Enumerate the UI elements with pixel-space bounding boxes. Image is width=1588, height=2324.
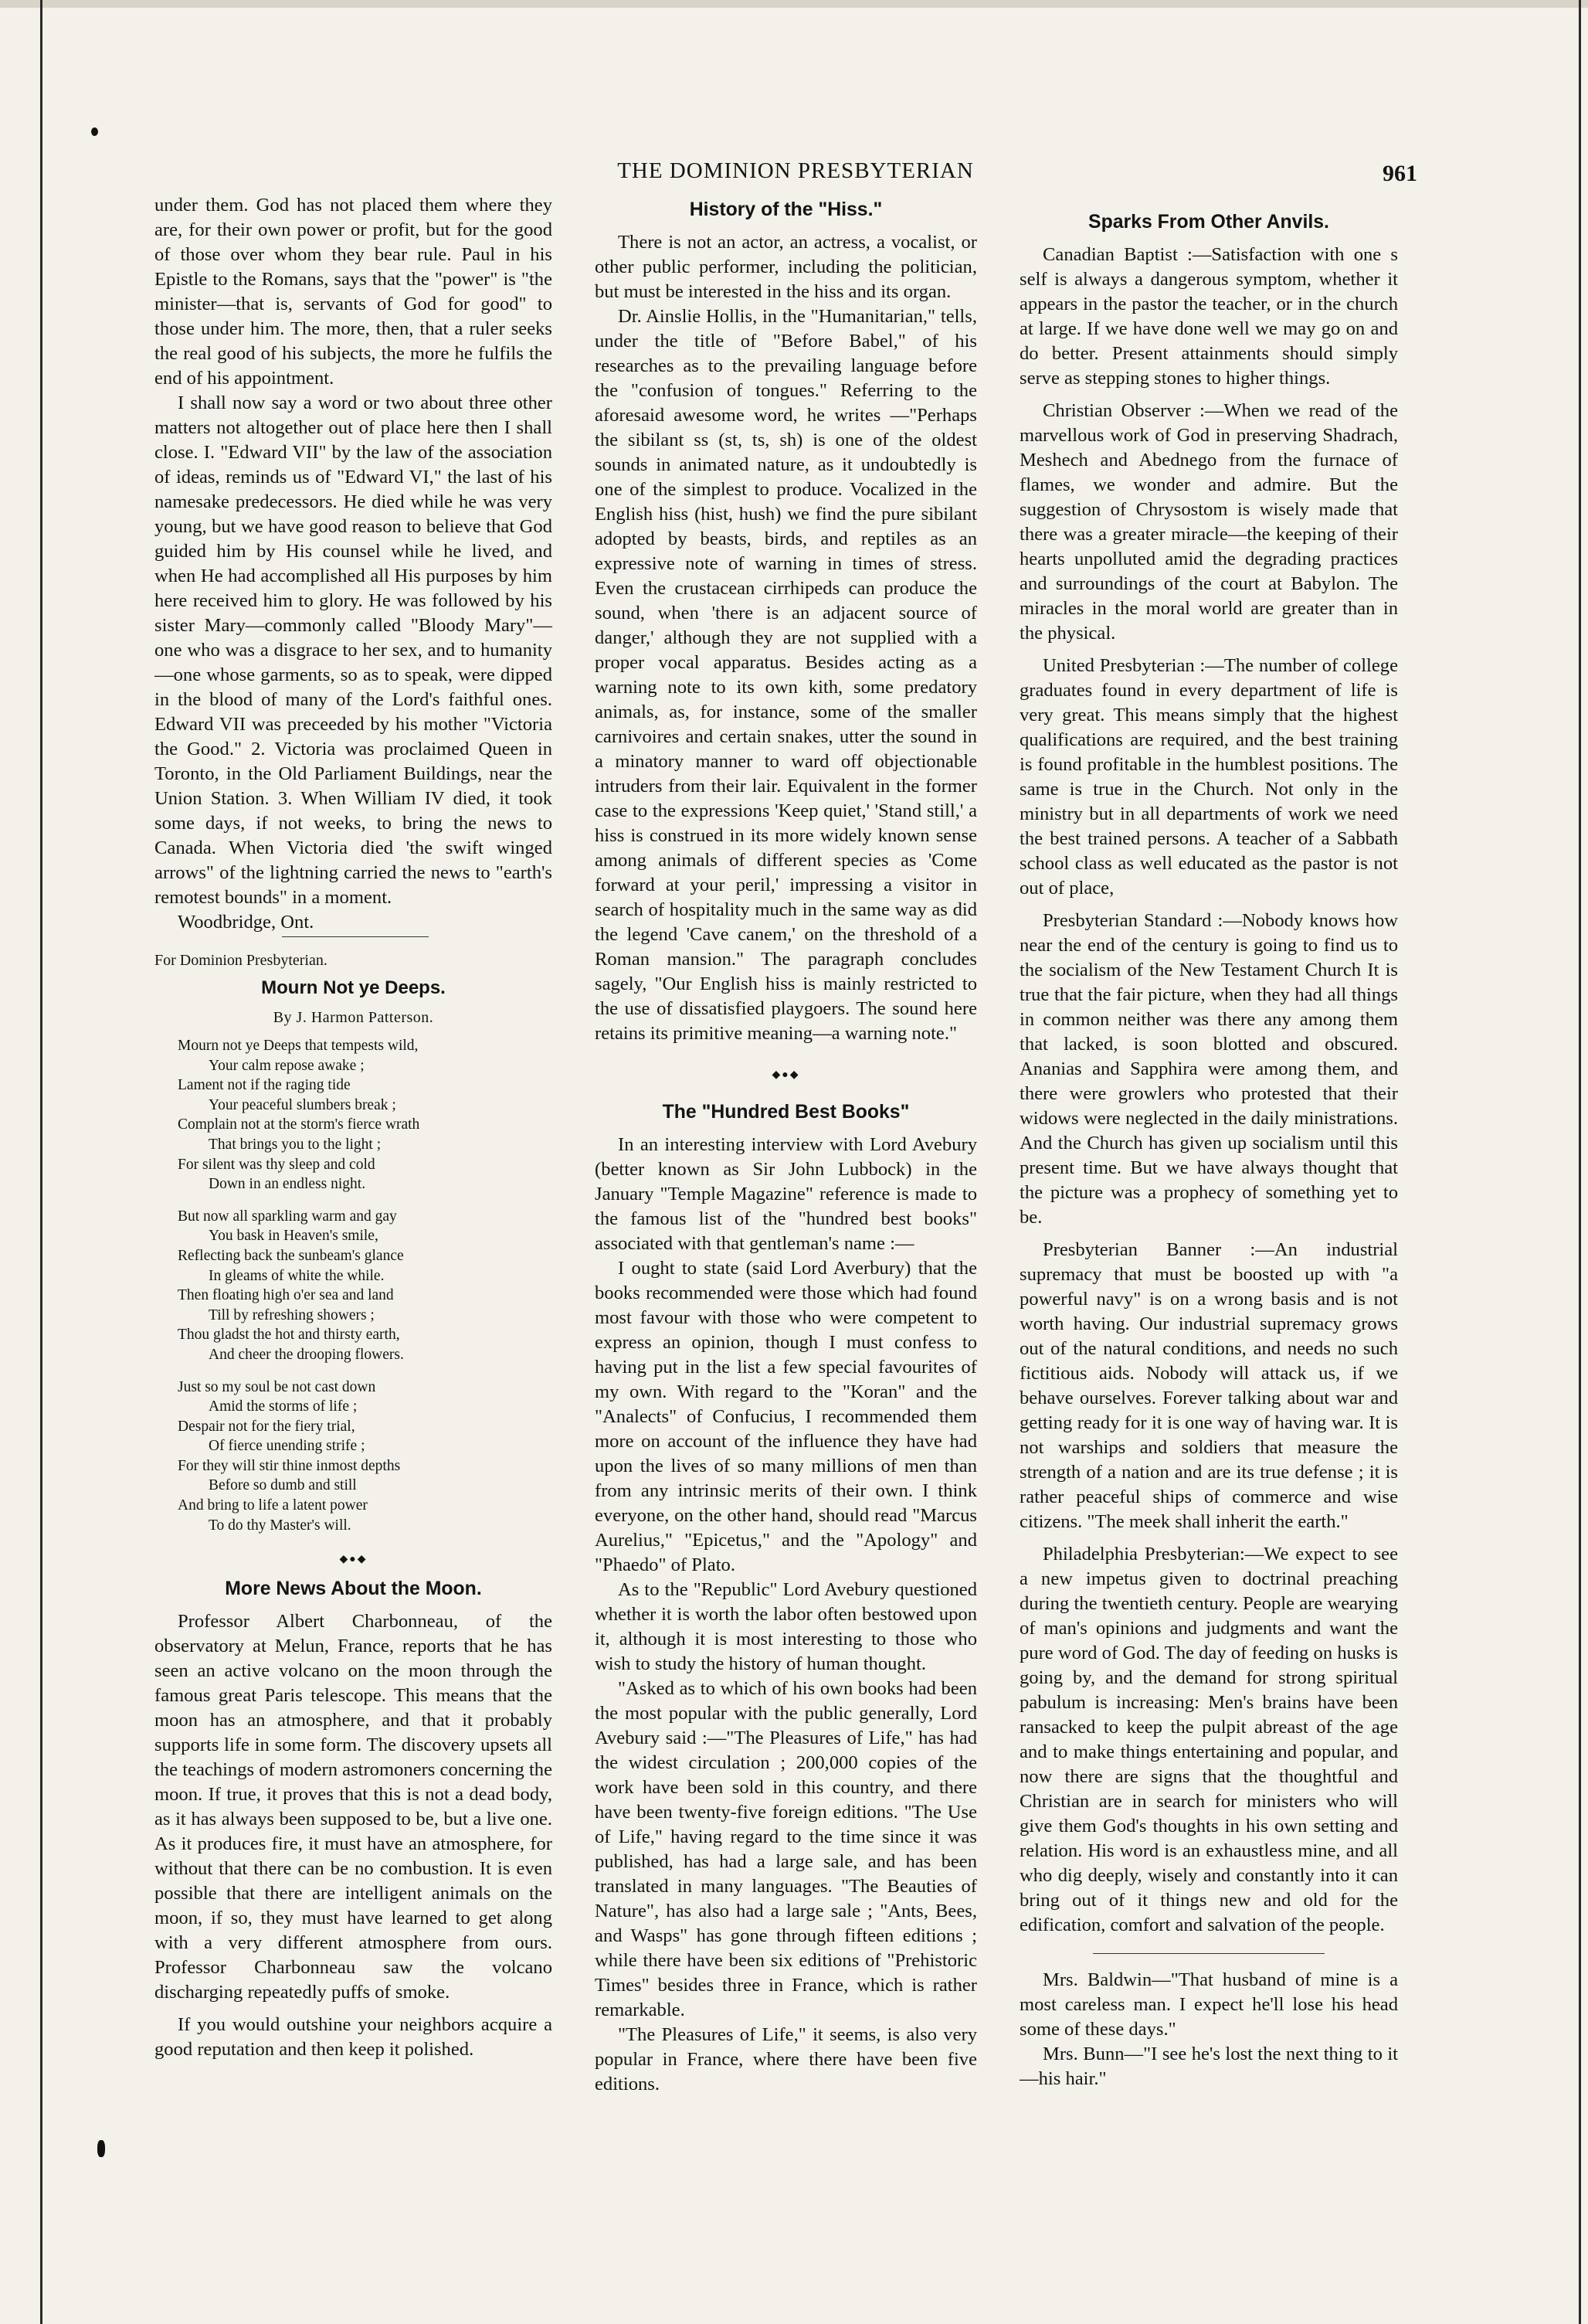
poem-line: Before so dumb and still bbox=[209, 1477, 357, 1494]
page-right-border bbox=[1579, 0, 1581, 2324]
paragraph: United Presbyterian :—The number of college graduates found in every department of life is very great. This means simply that the highest qualifications are required, and the best training is found profitable in the humblest positions. The same is true in the Church. Not only in the ministry but in all departments of work we need the best trained persons. A teacher of a Sabbath school class as well educated as the pastor is not out of place, bbox=[1020, 655, 1398, 899]
paragraph: Dr. Ainslie Hollis, in the "Humanitarian," tells, under the title of "Before Babel," of his researches as to the prevailing language before the "confusion of tongues." Referring to the aforesaid awesome word, he writes —"Perhaps the sibilant ss (st, ts, sh) is one of the oldest sounds in animated nature, as it undoubtedly is one of the simplest to produce. Vocalized in the English hiss (hist, hush) we find the pure sibilant adopted by beasts, birds, and reptiles as an expressive note of warning in times of stress. Even the crustacean cirrhipeds can produce the sound, when 'there is an adjacent source of danger,' although they are not supplied with a proper vocal apparatus. Besides acting as a warning note to its own kith, some predatory animals, as, for instance, some of the smaller carnivoires and certain snakes, utter the sound in a minatory manner to ward off objectionable intruders from their lair. Equivalent in the former case to the expressions 'Keep quiet,' 'Stand still,' a hiss is construed in its more widely known sense among animals of different species as 'Come forward at your peril,' impressing a visitor in search of hospitality much in the same way as did the legend 'Cave canem,' on the threshold of a Roman mansion." The paragraph concludes sagely, "Our English hiss is mainly restricted to the use of dissatisfied playgoers. The sound here retains its primitive meaning—a warning note." bbox=[595, 306, 977, 1044]
poem-line: Complain not at the storm's fierce wrath bbox=[178, 1116, 420, 1133]
credit-line: For Dominion Presbyterian. bbox=[154, 952, 327, 969]
poem-line: Your calm repose awake ; bbox=[209, 1057, 365, 1074]
paragraph: If you would outshine your neighbors acquire a good reputation and then keep it polished. bbox=[154, 2014, 552, 2061]
poem-line: To do thy Master's will. bbox=[209, 1517, 351, 1534]
paragraph: There is not an actor, an actress, a vocalist, or other public performer, including the politician, but must be interested in the hiss and its organ. bbox=[595, 232, 977, 302]
poem-line: But now all sparkling warm and gay bbox=[178, 1208, 397, 1225]
divider bbox=[1093, 1953, 1325, 1954]
paragraph: "The Pleasures of Life," it seems, is also very popular in France, where there have been five editions. bbox=[595, 2024, 977, 2095]
paragraph: Philadelphia Presbyterian:—We expect to see a new impetus given to doctrinal preaching during the twentieth century. People are wearying of man's opinions and judgments and want the pure word of God. The day of feeding on husks is going by, and the demand for strong spiritual pabulum is increasing: Men's brains have been ransacked to keep the pulpit abreast of the age and to make things entertaining and popular, and now there are signs that the thoughtful and Christian are in search for ministers who will give them God's thoughts in his own setting and relation. His word is an exhaustless mine, and all who dig deeply, wisely and constantly into it can bring out of it things new and old for the edification, comfort and salvation of the people. bbox=[1020, 1544, 1398, 1935]
paragraph: In an interesting interview with Lord Avebury (better known as Sir John Lubbock) in the January "Temple Magazine" reference is made to the famous list of the "hundred best books" associated with that gentleman's name :— bbox=[595, 1134, 977, 1254]
poem-line: Despair not for the fiery trial, bbox=[178, 1418, 355, 1435]
running-title: THE DOMINION PRESBYTERIAN bbox=[617, 158, 974, 183]
paragraph: As to the "Republic" Lord Avebury questioned whether it is worth the labor often bestowed upon it, although it is most interesting to those who wish to study the history of human thought. bbox=[595, 1579, 977, 1674]
poem-line: For they will stir thine inmost depths bbox=[178, 1457, 401, 1474]
poem-line: And bring to life a latent power bbox=[178, 1497, 368, 1514]
poem-line: And cheer the drooping flowers. bbox=[209, 1346, 404, 1363]
column-right bbox=[1020, 193, 1398, 2091]
paragraph: "Asked as to which of his own books had been the most popular with the public generally, Lord Avebury said :—"The Pleasures of Life," has had the widest circulation ; 200,000 copies of the work have been sold in this country, and there have been twenty-five foreign editions. "The Use of Life," having regard to the time since it was published, has had a large sale, and has been translated in many languages. "The Beauties of Nature", has also had a large sale ; "Ants, Bees, and Wasps" has gone through fifteen editions ; while there have been six editions of "Prehistoric Times" besides three in France, which is rather remarkable. bbox=[595, 1678, 977, 2020]
poem-line: For silent was thy sleep and cold bbox=[178, 1156, 375, 1173]
poem-line: Till by refreshing showers ; bbox=[209, 1306, 375, 1323]
paragraph: I ought to state (said Lord Averbury) that the books recommended were those which had found most favour with those who were competent to express an opinion, though I must confess to having put in the list a few special favourites of my own. With regard to the "Koran" and the "Analects" of Confucius, I recommended them more on account of the influence they have had upon the lives of so many millions of men than from any intrinsic merits of their own. I think everyone, on the other hand, should read "Marcus Aurelius," "Epicetus," and the "Apology" and "Phaedo" of Plato. bbox=[595, 1258, 977, 1575]
paragraph: under them. God has not placed them where they are, for their own power or profit, but for the good of those over whom they bear rule. Paul in his Epistle to the Romans, says that the "power" is "the minister—that is, servants of God for good" to those under him. The more, then, that a ruler seeks the real good of his subjects, the more he fulfils the end of his appointment. bbox=[154, 195, 552, 389]
poem-line: Amid the storms of life ; bbox=[209, 1398, 358, 1415]
article-heading: The "Hundred Best Books" bbox=[662, 1102, 910, 1123]
paragraph: Canadian Baptist :—Satisfaction with one s self is always a dangerous symptom, whether it appears in the pastor the teacher, or in the church at large. If we have done well we may go on and do better. Present attainments should simply serve as stepping stones to higher things. bbox=[1020, 244, 1398, 389]
poem-stanza bbox=[178, 1036, 552, 1194]
paragraph: Professor Albert Charbonneau, of the observatory at Melun, France, reports that he has seen an active volcano on the moon through the famous great Paris telescope. This means that the moon has an atmosphere, and that it probably supports life in some form. The discovery upsets all the teachings of modern astromoners concerning the moon. If true, it proves that this is not a dead body, as it has always been supposed to be, but a live one. As it produces fire, it must have an atmosphere, for without that there can be no combustion. It is even possible that there are intelligent animals on the moon, if so, they must have learned to get along with a very different atmosphere from ours. Professor Charbonneau saw the volcano discharging repeatedly puffs of smoke. bbox=[154, 1611, 552, 2003]
column-left bbox=[154, 193, 552, 2062]
paragraph: Mrs. Baldwin—"That husband of mine is a most careless man. I expect he'll lose his head some of these days." bbox=[1020, 1969, 1398, 2040]
poem-line: Lament not if the raging tide bbox=[178, 1077, 351, 1094]
poem-line: Mourn not ye Deeps that tempests wild, bbox=[178, 1038, 419, 1054]
poem-line: Down in an endless night. bbox=[209, 1176, 366, 1193]
page-number: 961 bbox=[1383, 161, 1417, 186]
poem-line: That brings you to the light ; bbox=[209, 1136, 382, 1153]
poem-title: Mourn Not ye Deeps. bbox=[261, 977, 446, 998]
article-heading: History of the "Hiss." bbox=[689, 199, 883, 220]
divider bbox=[282, 936, 429, 937]
poem-line: Just so my soul be not cast down bbox=[178, 1378, 376, 1395]
poem-line: Reflecting back the sunbeam's glance bbox=[178, 1247, 404, 1264]
paragraph: Presbyterian Standard :—Nobody knows how near the end of the century is going to find us to the socialism of the New Testament Church It is true that the fair picture, when they had all things in common neither was there any among them that lacked, is soon blotted and obscured. Ananias and Sapphira were among them, and there were growlers who protested that their widows were neglected in the daily ministrations. And the Church has given up socialism until this present time. But we have always thought that the picture was a prophecy of something yet to be. bbox=[1020, 910, 1398, 1228]
article-heading: Sparks From Other Anvils. bbox=[1088, 212, 1329, 233]
poem-line: Your peaceful slumbers break ; bbox=[209, 1096, 396, 1113]
poem-author: By J. Harmon Patterson. bbox=[273, 1009, 434, 1026]
paragraph: Presbyterian Banner :—An industrial supremacy that must be boosted up with "a powerful navy" is on a wrong basis and is not worth having. Our industrial supremacy grows out of the natural conditions, and needs no such fictitious aids. Nobody will attack us, if we behave ourselves. Forever talking about war and getting ready for it is one way of having war. It is not warships and soldiers that measure the strength of a nation and are its true defense ; it is rather peaceful ships of commerce and wise citizens. "The meek shall inherit the earth." bbox=[1020, 1239, 1398, 1532]
section-ornament: ◆●◆ bbox=[339, 1554, 368, 1566]
paragraph: Mrs. Bunn—"I see he's lost the next thing to it—his hair." bbox=[1020, 2044, 1398, 2089]
poem-stanza bbox=[178, 1378, 552, 1536]
signoff: Woodbridge, Ont. bbox=[178, 912, 314, 933]
ink-dot-mark bbox=[97, 2140, 105, 2157]
poem-line: You bask in Heaven's smile, bbox=[209, 1228, 378, 1245]
poem-stanza bbox=[178, 1207, 552, 1365]
paragraph: Christian Observer :—When we read of the marvellous work of God in preserving Shadrach, Meshech and Abednego from the furnace of flames, we wonder and admire. But the suggestion of Chrysostom is wisely made that there was a greater miracle—the keeping of their hearts unpolluted amid the degrading practices and surroundings of the court at Babylon. The miracles in the moral world are greater than in the physical. bbox=[1020, 400, 1398, 644]
poem-line: Thou gladst the hot and thirsty earth, bbox=[178, 1327, 400, 1344]
poem-line: Of fierce unending strife ; bbox=[209, 1438, 365, 1455]
poem-line: Then floating high o'er sea and land bbox=[178, 1287, 394, 1304]
page-top-edge bbox=[0, 0, 1588, 8]
column-middle bbox=[595, 193, 977, 2097]
ink-dot-mark bbox=[91, 127, 98, 136]
poem-line: In gleams of white the while. bbox=[209, 1267, 385, 1284]
article-heading: More News About the Moon. bbox=[225, 1578, 482, 1600]
page-left-border bbox=[40, 0, 42, 2324]
paragraph: I shall now say a word or two about three other matters not altogether out of place here then I shall close. I. "Edward VII" by the law of the association of ideas, reminds us of "Edward VI," the last of his namesake predecessors. He died while he was very young, but we have good reason to believe that God guided him by His counsel while he lived, and when He had accomplished all His purposes by him here received him to glory. He was followed by his sister Mary—commonly called "Bloody Mary"—one who was a disgrace to her sex, and to humanity—one whose garments, so as to speak, were dipped in the blood of many of the Lord's faithful ones. Edward VII was preceeded by his mother "Victoria the Good." 2. Victoria was proclaimed Queen in Toronto, in the Old Parliament Buildings, near the Union Station. 3. When William IV died, it took some days, if not weeks, to bring the news to Canada. When Victoria died 'the swift winged arrows" of the lightning carried the news to "earth's remotest bounds" in a moment. bbox=[154, 392, 552, 908]
section-ornament: ◆●◆ bbox=[772, 1069, 800, 1081]
